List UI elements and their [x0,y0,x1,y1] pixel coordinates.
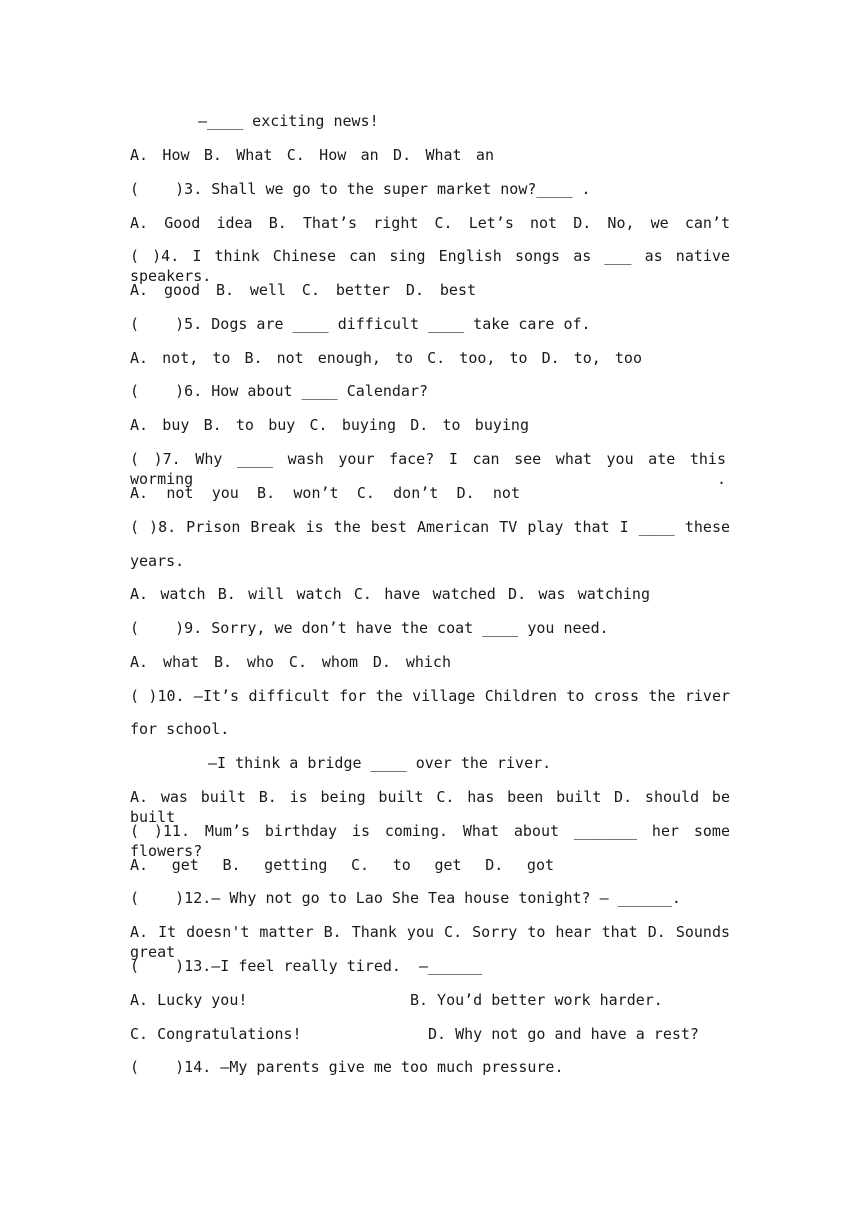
options-q7: A. not you B. won’t C. don’t D. not [130,484,520,502]
question-3: ( )3. Shall we go to the super market now?____ . [130,180,591,198]
question-10-cont: for school. [130,720,230,738]
options-q13-ab: A. Lucky you! B. You’d better work harder. [130,991,663,1009]
question-7: ( )7. Why ____ wash your face? I can see what you ate this worming . [130,450,726,488]
options-q4: A. good B. well C. better D. best [130,281,476,299]
question-14: ( )14. —My parents give me too much pressure. [130,1058,564,1076]
question-9: ( )9. Sorry, we don’t have the coat ____ you need. [130,619,609,637]
question-10-reply: —I think a bridge ____ over the river. [208,754,552,772]
options-q5: A. not, to B. not enough, to C. too, to D. to, too [130,349,642,367]
question-13: ( )13.—I feel really tired. —______ [130,957,483,975]
options-q11: A. get B. getting C. to get D. got [130,856,554,874]
options-q10: A. was built B. is being built C. has been built D. should be built [130,788,730,826]
question-5: ( )5. Dogs are ____ difficult ____ take care of. [130,315,591,333]
options-q6: A. buy B. to buy C. buying D. to buying [130,416,529,434]
question-4: ( )4. I think Chinese can sing English songs as ___ as native speakers. [130,247,730,285]
options-q2: A. How B. What C. How an D. What an [130,146,494,164]
options-q3: A. Good idea B. That’s right C. Let’s not D. No, we can’t [130,214,730,232]
options-q9: A. what B. who C. whom D. which [130,653,451,671]
answer-line: —____ exciting news! [198,112,379,130]
question-10: ( )10. —It’s difficult for the village Children to cross the river [130,687,730,705]
question-11: ( )11. Mum’s birthday is coming. What about _______ her some flowers? [130,822,730,860]
options-q13-cd: C. Congratulations! D. Why not go and have a rest? [130,1025,699,1043]
question-8: ( )8. Prison Break is the best American TV play that I ____ these [130,518,730,536]
question-8-cont: years. [130,552,185,570]
question-12: ( )12.— Why not go to Lao She Tea house tonight? — ______. [130,889,681,907]
options-q12: A. It doesn't matter B. Thank you C. Sorry to hear that D. Sounds great [130,923,730,961]
question-6: ( )6. How about ____ Calendar? [130,382,429,400]
options-q8: A. watch B. will watch C. have watched D. was watching [130,585,650,603]
